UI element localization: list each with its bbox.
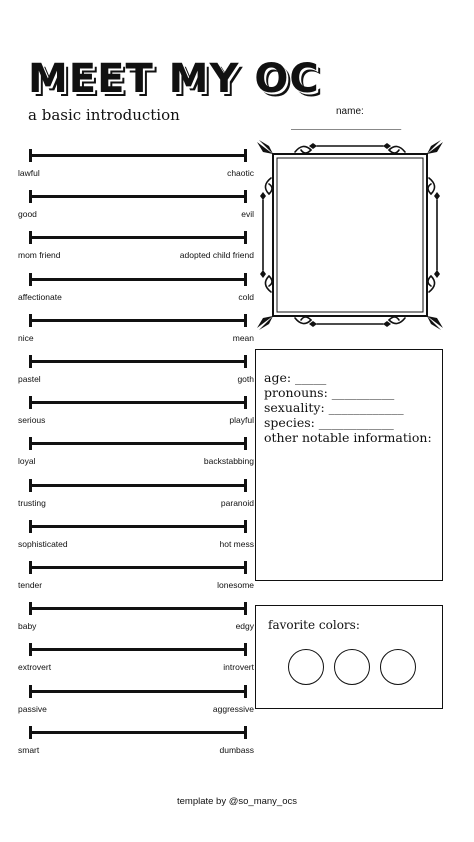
favorite-colors-box xyxy=(255,605,443,709)
scale-bar[interactable] xyxy=(30,607,246,610)
scale-end-right xyxy=(244,437,247,450)
scale-label-right: paranoid xyxy=(220,497,254,508)
scale-label-right: mean xyxy=(232,332,254,343)
scale-end-left xyxy=(29,520,32,533)
scale-bar[interactable] xyxy=(30,360,246,363)
scale-end-right xyxy=(244,643,247,656)
sexuality-field[interactable]: sexuality: ____________ xyxy=(264,400,404,415)
scale-label-left: affectionate xyxy=(18,291,62,302)
scale-label-right: aggressive xyxy=(212,703,254,714)
scale-end-right xyxy=(244,561,247,574)
trait-scale[interactable] xyxy=(10,644,254,676)
scale-end-right xyxy=(244,231,247,244)
scale-end-right xyxy=(244,273,247,286)
page-subtitle: a basic introduction xyxy=(28,106,180,124)
scale-label-right: playful xyxy=(229,415,254,426)
page-title: MEET MY OC xyxy=(28,56,320,102)
scale-label-left: mom friend xyxy=(18,250,61,261)
scale-bar[interactable] xyxy=(30,401,246,404)
scale-label-left: sophisticated xyxy=(18,538,68,549)
color-swatch-2[interactable] xyxy=(334,649,370,685)
scale-bar[interactable] xyxy=(30,154,246,157)
scale-end-left xyxy=(29,190,32,203)
scale-bar[interactable] xyxy=(30,442,246,445)
trait-scale[interactable] xyxy=(10,438,254,470)
scale-end-left xyxy=(29,602,32,615)
scale-label-left: good xyxy=(18,209,37,220)
scale-end-left xyxy=(29,231,32,244)
scale-end-right xyxy=(244,314,247,327)
trait-scale[interactable] xyxy=(10,356,254,388)
scale-end-right xyxy=(244,355,247,368)
scale-bar[interactable] xyxy=(30,195,246,198)
scale-label-right: chaotic xyxy=(227,168,254,178)
scale-label-left: lawful xyxy=(18,168,40,178)
scale-label-left: passive xyxy=(18,703,47,714)
scale-end-left xyxy=(29,149,32,162)
scale-label-right: adopted child friend xyxy=(179,250,254,261)
trait-scale[interactable] xyxy=(10,727,254,759)
scale-label-right: edgy xyxy=(235,621,254,632)
trait-scale[interactable] xyxy=(10,274,254,306)
scale-end-right xyxy=(244,396,247,409)
scale-end-left xyxy=(29,273,32,286)
trait-scale[interactable] xyxy=(10,686,254,718)
scale-end-right xyxy=(244,479,247,492)
scale-bar[interactable] xyxy=(30,648,246,651)
name-label: name: xyxy=(336,106,364,117)
species-field[interactable]: species: ____________ xyxy=(264,415,394,430)
scale-end-right xyxy=(244,726,247,739)
scale-label-left: smart xyxy=(18,744,40,755)
portrait-frame[interactable] xyxy=(255,138,445,332)
scale-label-right: evil xyxy=(241,209,254,220)
trait-scale[interactable] xyxy=(10,521,254,553)
scale-label-left: serious xyxy=(18,415,46,426)
trait-scale[interactable] xyxy=(10,603,254,635)
scale-end-left xyxy=(29,355,32,368)
scale-end-right xyxy=(244,520,247,533)
scale-bar[interactable] xyxy=(30,236,246,239)
scale-end-left xyxy=(29,561,32,574)
favorite-colors-label: favorite colors: xyxy=(268,618,360,632)
scale-label-left: pastel xyxy=(18,374,41,384)
character-info-box xyxy=(255,349,443,581)
scale-bar[interactable] xyxy=(30,278,246,281)
color-swatch-3[interactable] xyxy=(380,649,416,685)
scale-label-right: goth xyxy=(237,374,254,384)
scale-label-right: lonesome xyxy=(217,580,254,590)
scale-end-left xyxy=(29,396,32,409)
scale-bar[interactable] xyxy=(30,525,246,528)
trait-scale[interactable] xyxy=(10,397,254,429)
scale-end-left xyxy=(29,479,32,492)
scale-end-right xyxy=(244,685,247,698)
scale-end-left xyxy=(29,726,32,739)
scale-bar[interactable] xyxy=(30,731,246,734)
scale-end-left xyxy=(29,685,32,698)
trait-scale[interactable] xyxy=(10,480,254,512)
scale-label-right: cold xyxy=(238,291,254,302)
ornate-frame-icon xyxy=(255,138,445,332)
name-blank-line[interactable]: ______________________ xyxy=(291,120,402,130)
scale-end-right xyxy=(244,602,247,615)
scale-end-left xyxy=(29,437,32,450)
trait-scale[interactable] xyxy=(10,150,254,182)
age-field[interactable]: age: _____ xyxy=(264,370,327,385)
scale-bar[interactable] xyxy=(30,319,246,322)
scale-label-left: loyal xyxy=(18,456,36,467)
pronouns-field[interactable]: pronouns: __________ xyxy=(264,385,395,400)
scale-label-left: tender xyxy=(18,580,43,590)
scale-label-left: trusting xyxy=(18,497,46,508)
scale-end-left xyxy=(29,643,32,656)
trait-scale[interactable] xyxy=(10,315,254,347)
color-swatch-1[interactable] xyxy=(288,649,324,685)
scale-bar[interactable] xyxy=(30,566,246,569)
trait-scale[interactable] xyxy=(10,191,254,223)
scale-label-left: extrovert xyxy=(18,662,52,673)
scale-end-left xyxy=(29,314,32,327)
scale-bar[interactable] xyxy=(30,484,246,487)
other-info-field[interactable]: other notable information: xyxy=(264,430,432,445)
scale-label-right: backstabbing xyxy=(203,456,254,467)
scale-bar[interactable] xyxy=(30,690,246,693)
trait-scale[interactable] xyxy=(10,562,254,594)
scale-label-right: hot mess xyxy=(219,538,254,549)
scale-end-right xyxy=(244,149,247,162)
scale-label-left: baby xyxy=(18,621,37,632)
scale-label-left: nice xyxy=(18,332,34,343)
scale-label-right: dumbass xyxy=(219,744,254,755)
template-credit: template by @so_many_ocs xyxy=(176,796,297,807)
scale-end-right xyxy=(244,190,247,203)
scale-label-right: introvert xyxy=(223,662,254,673)
trait-scale[interactable] xyxy=(10,232,254,264)
